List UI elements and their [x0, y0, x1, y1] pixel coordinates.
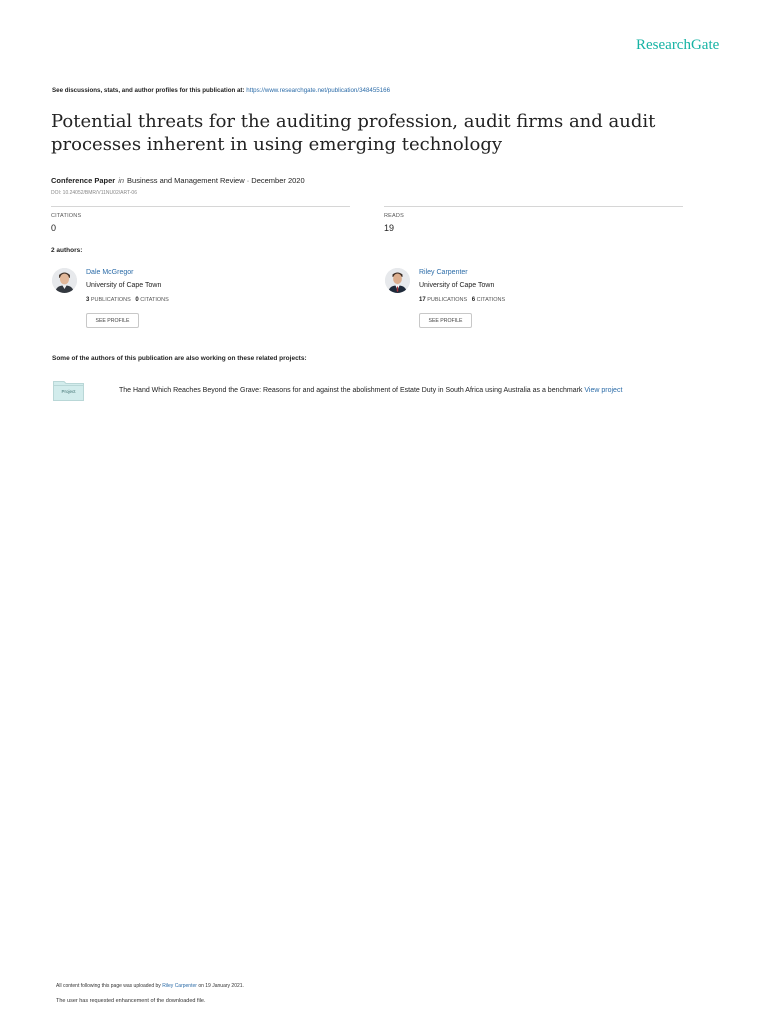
citations-divider	[51, 206, 350, 207]
author-citations-label: CITATIONS	[140, 297, 169, 303]
related-project-item	[119, 387, 622, 394]
author-publications-count: 17	[419, 297, 426, 303]
person-icon	[385, 268, 410, 293]
publication-doi: DOI: 10.24052/BMR/V11NU02/ART-06	[51, 190, 137, 196]
avatar-author-2[interactable]	[385, 268, 410, 293]
meta-in: in	[118, 176, 125, 185]
person-icon	[52, 268, 77, 293]
publication-meta	[51, 176, 305, 185]
author-citations-label: CITATIONS	[476, 297, 506, 303]
author-publications-label: PUBLICATIONS	[427, 297, 468, 303]
discussion-label: See discussions, stats, and author profiles for this publication at:	[52, 87, 245, 94]
publication-type: Conference Paper	[51, 176, 116, 185]
discussion-line	[52, 87, 390, 94]
citations-value: 0	[51, 223, 57, 233]
publication-title: Potential threats for the auditing profession, audit firms and audit processes inherent in using emerging technology	[51, 111, 656, 155]
project-icon-label: Project	[61, 389, 76, 394]
see-profile-button-1[interactable]: SEE PROFILE	[86, 313, 139, 328]
reads-value: 19	[384, 223, 395, 233]
author-affiliation-2: University of Cape Town	[419, 282, 495, 289]
reads-label: READS	[384, 213, 404, 219]
view-project-link[interactable]: View project	[584, 387, 623, 394]
see-profile-button-2[interactable]: SEE PROFILE	[419, 313, 472, 328]
authors-heading: 2 authors:	[51, 247, 83, 254]
project-folder-icon[interactable]	[53, 380, 84, 401]
publication-url-link[interactable]: https://www.researchgate.net/publication/348455166	[246, 87, 391, 94]
author-stats-1	[86, 297, 169, 303]
enhancement-note: The user has requested enhancement of the downloaded file.	[56, 998, 206, 1004]
upload-date: on 19 January 2021.	[198, 983, 244, 989]
uploader-link[interactable]: Riley Carpenter	[162, 983, 197, 989]
upload-note	[56, 983, 244, 989]
author-affiliation-1: University of Cape Town	[86, 282, 162, 289]
upload-prefix: All content following this page was uploaded by	[56, 983, 161, 989]
avatar-author-1[interactable]	[52, 268, 77, 293]
project-title: The Hand Which Reaches Beyond the Grave: Reasons for and against the abolishment of Estate Duty in South Africa using Australia as a benchmark	[119, 387, 583, 394]
author-name-1[interactable]: Dale McGregor	[86, 269, 134, 276]
related-projects-heading: Some of the authors of this publication are also working on these related projects:	[52, 355, 307, 362]
author-publications-count: 3	[86, 297, 90, 303]
author-stats-2	[419, 297, 505, 303]
reads-divider	[384, 206, 683, 207]
researchgate-logo[interactable]: ResearchGate	[636, 37, 720, 53]
citations-label: CITATIONS	[51, 213, 82, 219]
publication-venue: Business and Management Review · December 2020	[127, 176, 305, 185]
author-citations-count: 0	[135, 297, 139, 303]
author-citations-count: 6	[471, 297, 476, 303]
author-name-2[interactable]: Riley Carpenter	[419, 269, 468, 276]
author-publications-label: PUBLICATIONS	[90, 297, 131, 303]
